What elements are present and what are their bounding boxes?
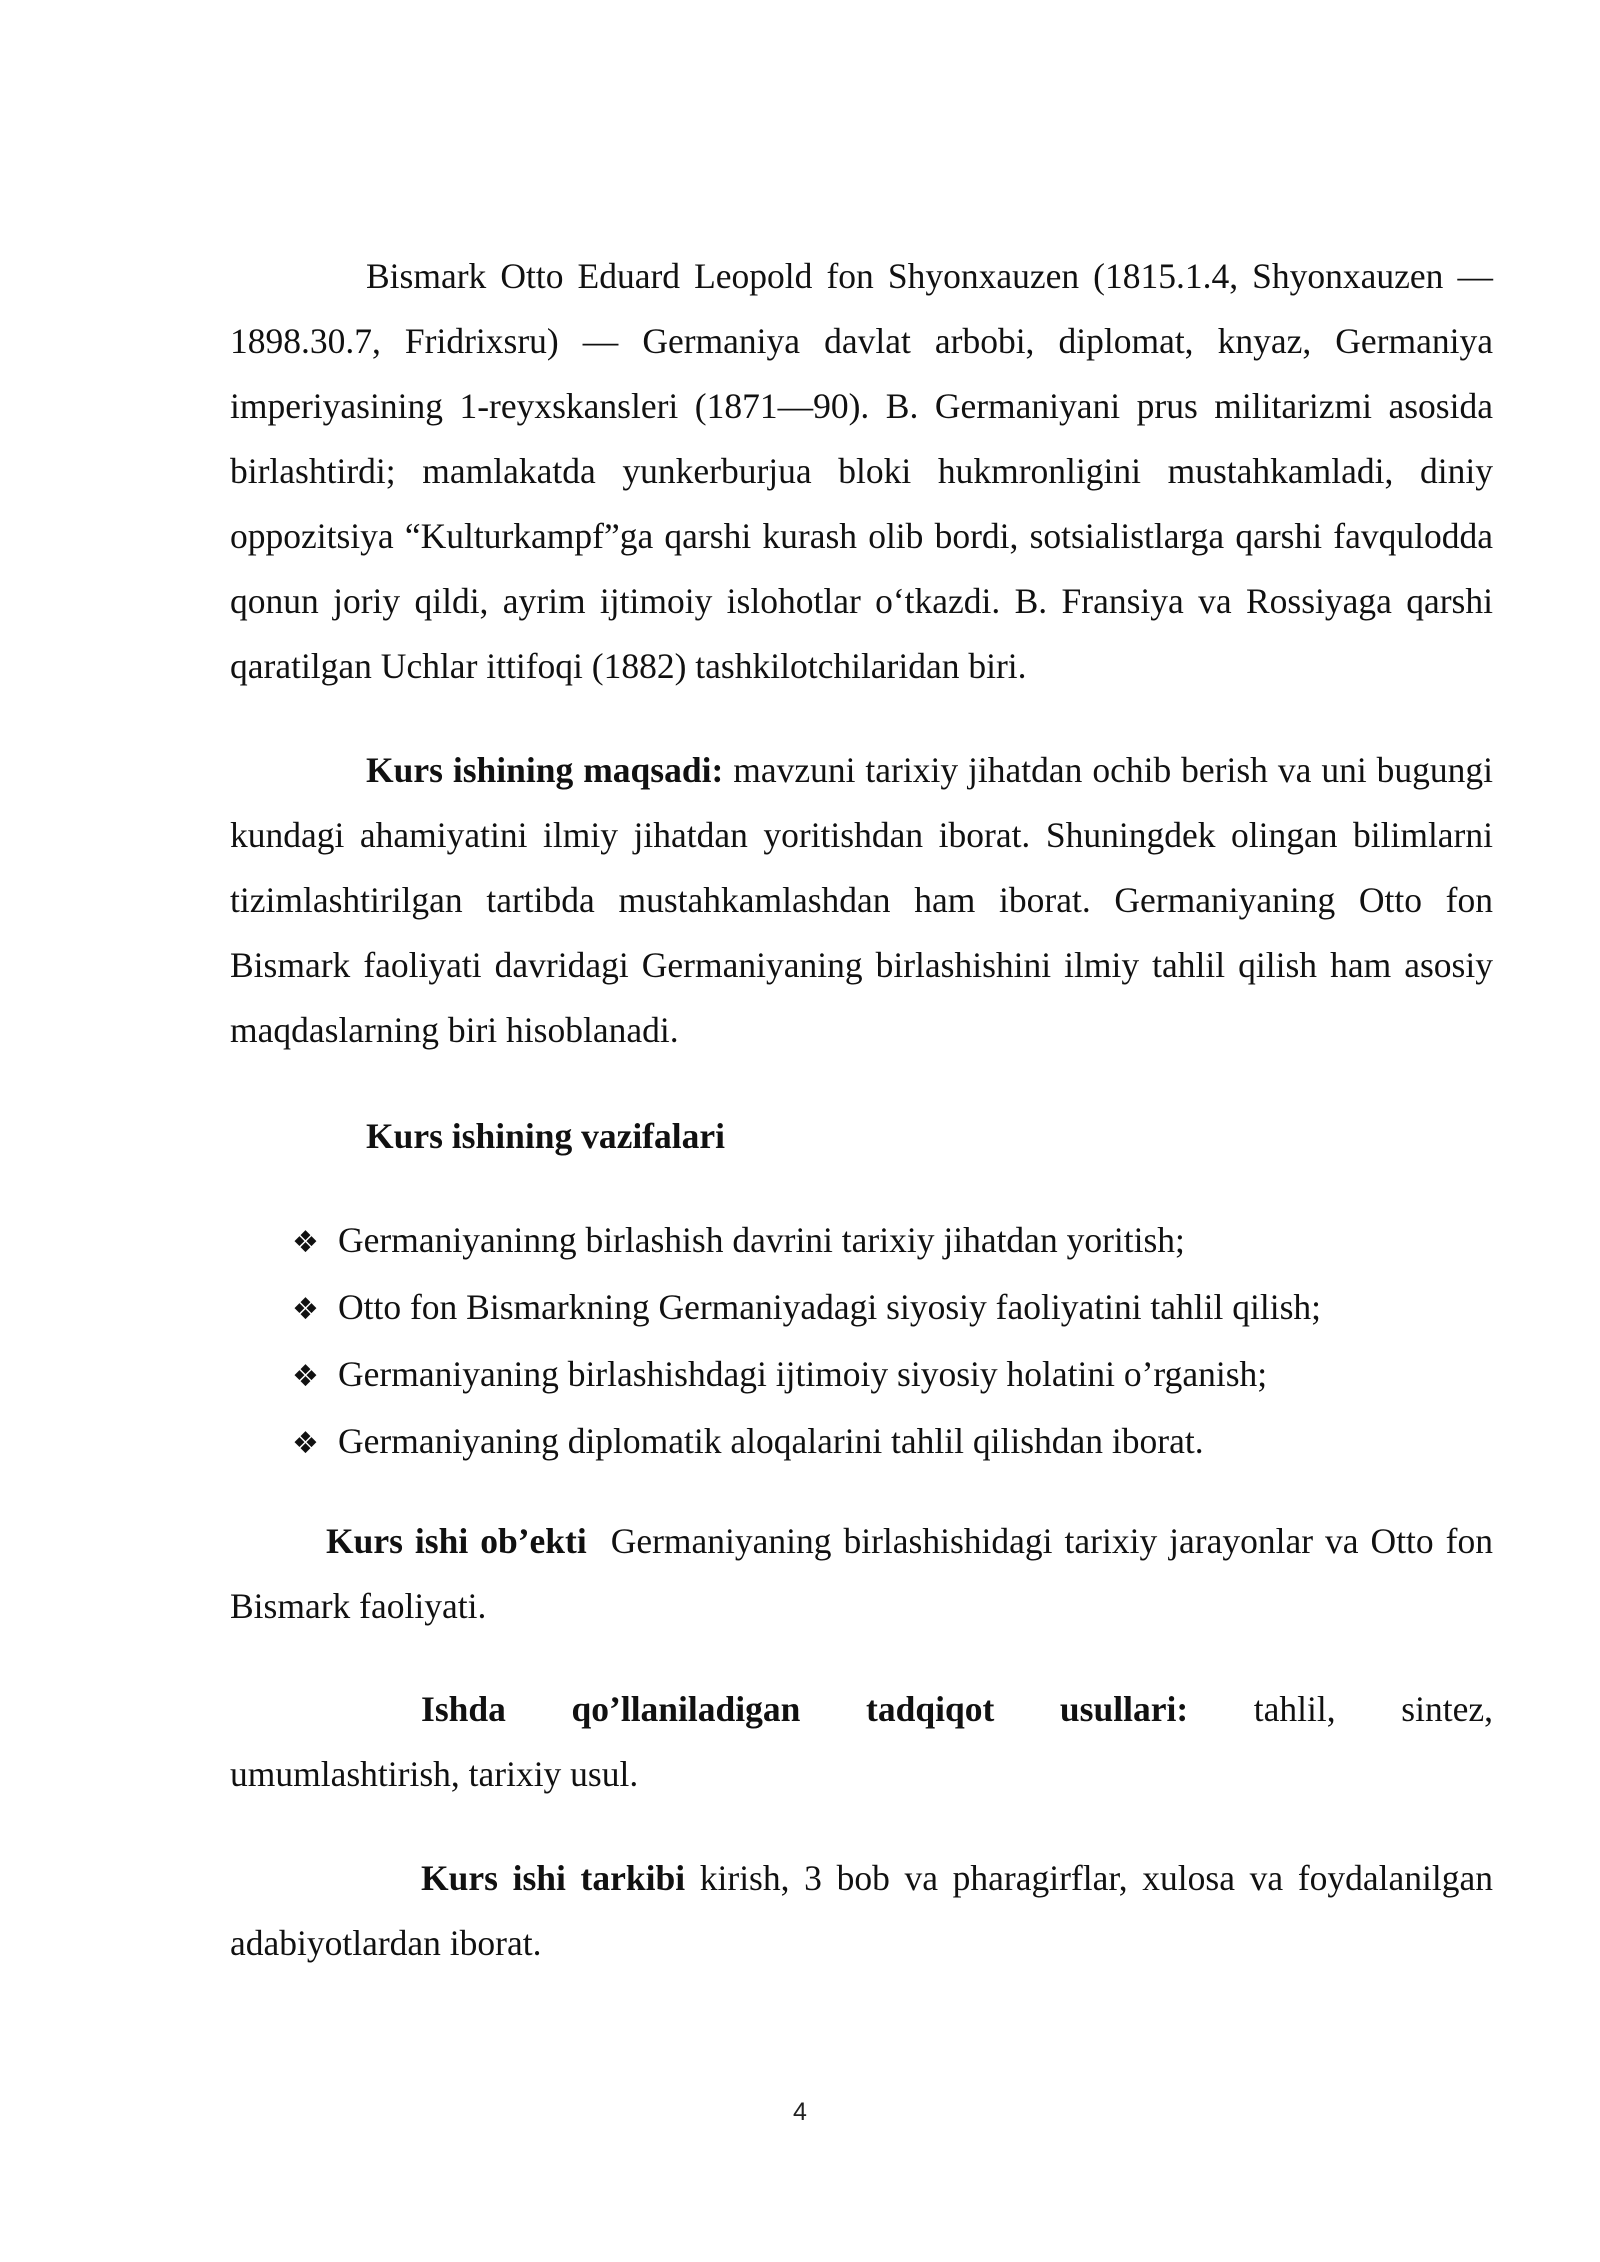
list-item xyxy=(292,1342,1321,1409)
methods-paragraph xyxy=(230,1677,1493,1807)
methods-word: Ishda xyxy=(421,1689,506,1729)
goal-label: Kurs ishining maqsadi: xyxy=(366,750,724,790)
task-text: Germaniyaning birlashishdagi ijtimoiy siyosiy holatini o’rganish; xyxy=(338,1354,1268,1394)
page-number: 4 xyxy=(793,2098,807,2126)
object-text: Germaniyaning birlashishidagi tarixiy jarayonlar va Otto fon Bismark faoliyati. xyxy=(230,1521,1502,1626)
methods-word: tadqiqot xyxy=(866,1689,995,1729)
task-text: Germaniyaninng birlashish davrini tarixiy jihatdan yoritish; xyxy=(338,1220,1185,1260)
diamond-bullet-icon: ❖ xyxy=(292,1292,319,1327)
list-item xyxy=(292,1275,1321,1342)
methods-rest: umumlashtirish, tarixiy usul. xyxy=(230,1754,639,1794)
methods-word: qo’llaniladigan xyxy=(571,1689,801,1729)
list-item xyxy=(292,1208,1321,1275)
diamond-bullet-icon: ❖ xyxy=(292,1426,319,1461)
methods-first-line xyxy=(230,1677,1493,1742)
task-text: Otto fon Bismarkning Germaniyadagi siyosiy faoliyatini tahlil qilish; xyxy=(338,1287,1322,1327)
structure-paragraph xyxy=(230,1846,1493,1976)
structure-text: kirish, 3 bob va pharagirflar, xulosa va foydalanilgan adabiyotlardan iborat. xyxy=(230,1858,1493,1963)
intro-paragraph: Bismark Otto Eduard Leopold fon Shyonxauzen (1815.1.4, Shyonxauzen —1898.30.7, Fridrixsru) — Germaniya davlat arbobi, diplomat, knyaz, Germaniya imperiyasining 1-reyxskansleri (1871—90). B. Germaniyani prus militarizmi asosida birlashtirdi; mamlakatda yunkerburjua bloki hukmronligini mustahkamladi, diniy oppozitsiya “Kulturkampf”ga qarshi kurash olib bordi, sotsialistlarga qarshi favqulodda qonun joriy qildi, ayrim ijtimoiy islohotlar o‘tkazdi. B. Fransiya va Rossiyaga qarshi qaratilgan Uchlar ittifoqi (1882) tashkilotchilaridan biri. xyxy=(230,256,1493,686)
task-text: Germaniyaning diplomatik aloqalarini tahlil qilishdan iborat. xyxy=(338,1421,1204,1461)
methods-word: tahlil, xyxy=(1253,1689,1336,1729)
object-label: Kurs ishi ob’ekti xyxy=(326,1521,587,1561)
methods-word: usullari: xyxy=(1059,1689,1189,1729)
tasks-list xyxy=(292,1208,1321,1476)
structure-label: Kurs ishi tarkibi xyxy=(421,1858,686,1898)
goal-paragraph xyxy=(230,738,1493,1063)
goal-text: mavzuni tarixiy jihatdan ochib berish va uni bugungi kundagi ahamiyatini ilmiy jihatdan yoritishdan iborat. Shuningdek olingan bilimlarni tizimlashtirilgan tartibda mustahkamlashdan ham iborat. Germaniyaning Otto fon Bismark faoliyati davridagi Germaniyaning birlashishini ilmiy tahlil qilish ham asosiy maqdaslarning biri hisoblanadi. xyxy=(230,750,1493,1050)
tasks-heading: Kurs ishining vazifalari xyxy=(366,1116,725,1156)
methods-word: sintez, xyxy=(1401,1689,1493,1729)
object-paragraph xyxy=(230,1509,1502,1639)
diamond-bullet-icon: ❖ xyxy=(292,1359,319,1394)
list-item xyxy=(292,1409,1321,1476)
diamond-bullet-icon: ❖ xyxy=(292,1225,319,1260)
